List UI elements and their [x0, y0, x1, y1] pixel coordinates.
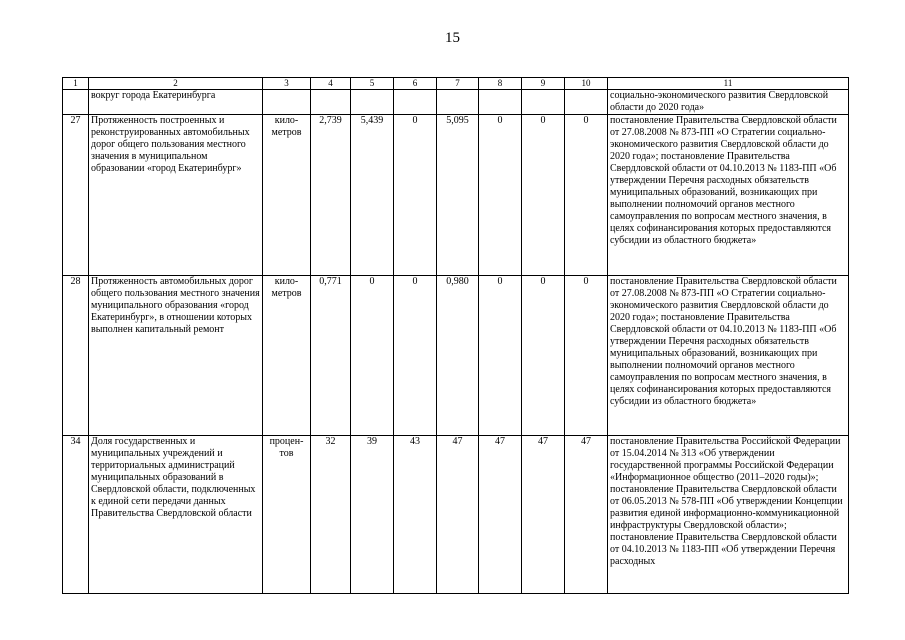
header-cell: 3: [263, 78, 311, 90]
cell-value: 5,439: [351, 115, 394, 276]
cell-value: 43: [394, 436, 437, 594]
cell-unit: процен-тов: [263, 436, 311, 594]
cell-name: Протяженность автомобильных дорог общего пользования местного значения муниципального образования «город Екатеринбург», в отношении которых выполнен капитальный ремонт: [89, 276, 263, 436]
header-cell: 7: [437, 78, 479, 90]
cell-value: 0: [522, 115, 565, 276]
cell-num: 27: [63, 115, 89, 276]
cell-value: 0: [479, 115, 522, 276]
header-cell: 5: [351, 78, 394, 90]
cell-value: [522, 90, 565, 115]
header-cell: 1: [63, 78, 89, 90]
cell-value: 0: [394, 276, 437, 436]
cell-basis: постановление Правительства Свердловской области от 27.08.2008 № 873-ПП «О Стратегии социально-экономического развития Свердловской области до 2020 года»; постановление Правительства Свердловской области от 04.10.2013 № 1183-ПП «Об утверждении Перечня расходных обязательств муниципальных образований, возникающих при выполнении полномочий органов местного самоуправления по вопросам местного значения, в целях софинансирования которых предоставляются субсидии из областного бюджета»: [608, 115, 849, 276]
cell-basis: постановление Правительства Свердловской области от 27.08.2008 № 873-ПП «О Стратегии социально-экономического развития Свердловской области до 2020 года»; постановление Правительства Свердловской области от 04.10.2013 № 1183-ПП «Об утверждении Перечня расходных обязательств муниципальных образований, возникающих при выполнении полномочий органов местного самоуправления по вопросам местного значения, в целях софинансирования которых предоставляются субсидии из областного бюджета»: [608, 276, 849, 436]
cell-value: 47: [479, 436, 522, 594]
table-row-continuation: [63, 90, 849, 115]
cell-num: [63, 90, 89, 115]
cell-value: [479, 90, 522, 115]
indicators-table: [62, 77, 849, 594]
cell-num: 28: [63, 276, 89, 436]
cell-value: 0: [565, 115, 608, 276]
cell-unit: [263, 90, 311, 115]
cell-unit: кило-метров: [263, 276, 311, 436]
cell-value: 0: [479, 276, 522, 436]
cell-value: 32: [311, 436, 351, 594]
cell-value: 0: [522, 276, 565, 436]
cell-value: [437, 90, 479, 115]
cell-value: 0: [394, 115, 437, 276]
header-cell: 8: [479, 78, 522, 90]
cell-value: 2,739: [311, 115, 351, 276]
cell-name: Доля государственных и муниципальных учреждений и территориальных администраций муниципальных образований в Свердловской области, подключенных к единой сети передачи данных Правительства Свердловской области: [89, 436, 263, 594]
cell-unit: кило-метров: [263, 115, 311, 276]
cell-num: 34: [63, 436, 89, 594]
cell-basis: социально-экономического развития Свердловской области до 2020 года»: [608, 90, 849, 115]
cell-value: [351, 90, 394, 115]
header-cell: 4: [311, 78, 351, 90]
header-row: [63, 78, 849, 90]
cell-value: 5,095: [437, 115, 479, 276]
cell-value: 47: [437, 436, 479, 594]
cell-value: 47: [522, 436, 565, 594]
cell-value: 0: [351, 276, 394, 436]
page-number: 15: [445, 30, 460, 46]
header-cell: 2: [89, 78, 263, 90]
cell-basis: постановление Правительства Российской Федерации от 15.04.2014 № 313 «Об утверждении государственной программы Российской Федерации «Информационное общество (2011–2020 годы)»; постановление Правительства Свердловской области от 06.05.2013 № 578-ПП «Об утверждении Концепции развития единой информационно-коммуникационной инфраструктуры Свердловской области»; постановление Правительства Свердловской области от 04.10.2013 № 1183-ПП «Об утверждении Перечня расходных: [608, 436, 849, 594]
table-row: [63, 436, 849, 594]
header-cell: 9: [522, 78, 565, 90]
header-cell: 11: [608, 78, 849, 90]
table-row: [63, 115, 849, 276]
header-cell: 10: [565, 78, 608, 90]
cell-name: вокруг города Екатеринбурга: [89, 90, 263, 115]
cell-value: 0: [565, 276, 608, 436]
cell-value: [311, 90, 351, 115]
cell-value: [394, 90, 437, 115]
header-cell: 6: [394, 78, 437, 90]
cell-value: 0,980: [437, 276, 479, 436]
cell-value: 0,771: [311, 276, 351, 436]
cell-name: Протяженность построенных и реконструированных автомобильных дорог общего пользования местного значения в муниципальном образовании «город Екатеринбург»: [89, 115, 263, 276]
cell-value: 39: [351, 436, 394, 594]
cell-value: [565, 90, 608, 115]
table-row: [63, 276, 849, 436]
cell-value: 47: [565, 436, 608, 594]
